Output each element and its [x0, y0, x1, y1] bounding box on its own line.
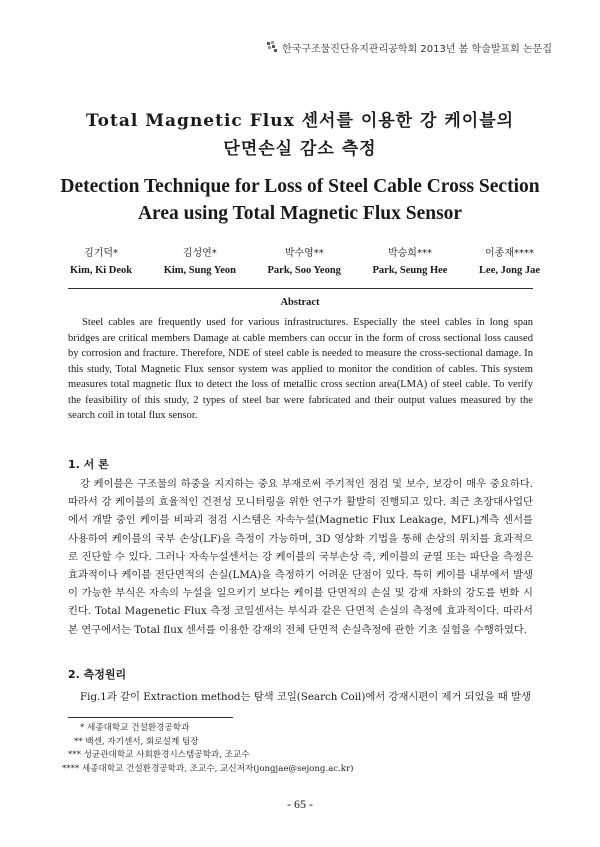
journal-name: 한국구조물진단유지관리공학회 2013년 봄 학술발표회 논문집 [281, 44, 552, 55]
footnote: **** 세종대학교 건설환경공학과, 조교수, 교신저자(jongjae@sejong.ac.kr) [62, 763, 354, 774]
author-korean-name: 김기덕* [84, 248, 119, 259]
author [70, 245, 132, 279]
english-title [0, 173, 600, 227]
introduction-text: 강 케이블은 구조물의 하중을 지지하는 중요 부재로써 주기적인 점검 및 보수, 보강이 매우 중요하다. 따라서 강 케이블의 효율적인 건전성 모니터링을 위한 연구가 활발히 진행되고 있다. 최근 초장대사업단에서 개발 중인 케이블 비파괴 점검 시스템은 자속누설(Magnetic Flux Leakage, MFL)계측 센서를 사용하여 케이블의 국부 손상(LF)을 측정이 가능하며, 3D 영상화 기법을 통해 손상의 위치를 효과적으로 진단할 수 있다. 그러나 자속누설센서는 강 케이블의 국부손상 즉, 케이블의 균열 또는 파단을 측정은 효과적이나 케이블 전단면적의 손실(LMA)을 측정하기 어려운 단점이 있다. 특히 케이블 내부에서 발생이 가능한 부식은 자속의 누설을 일으키기 보다는 케이블 단면적의 손실 및 강재 자화의 강도를 변화 시킨다. Total Magenetic Flux 측정 코일센서는 부식과 같은 단면적 손실의 측정에 효과적이다. 따라서 본 연구에서는 Total flux 센서를 이용한 강재의 전체 단면적 손실측정에 관한 기초 실험을 수행하였다. [68, 478, 533, 636]
section-heading-introduction: 1. 서 론 [68, 458, 109, 471]
author [164, 245, 236, 279]
author-english-name: Park, Soo Yeong [267, 265, 341, 276]
english-title-line1: Detection Technique for Loss of Steel Cable Cross Section [60, 176, 540, 197]
principle-text: Fig.1과 같이 Extraction method는 탐색 코일(Search Coil)에서 강재시편이 제거 되었을 때 발생 [80, 691, 531, 703]
author-korean-name: 박수영** [284, 248, 324, 259]
author [373, 245, 448, 279]
abstract-text: Steel cables are frequently used for various infrastructures. Especially the steel cables in long span bridges are critical members Damage at cable members can occur in the form of cross sectional loss caused by corrosion and fracture. Therefore, NDE of steel cable is needed to measure the cross-sectional damage. In this study, Total Magnetic Flux sensor system was applied to monitor the condition of cables. This system measures total magnetic flux to detect the loss of metallic cross section area(LMA) of steel cable. To verify the feasibility of this study, 2 types of steel bar were fabricated and their output values measured by the search coil in total flux sensor. [68, 317, 533, 421]
page-number: - 65 - [287, 797, 313, 811]
author-korean-name: 박승희*** [387, 248, 432, 259]
author-korean-name: 이종재**** [485, 248, 534, 259]
author [479, 245, 540, 279]
footnote: ** 백센, 자기센서, 회로설계 팀장 [74, 736, 199, 747]
abstract-heading: Abstract [280, 297, 320, 308]
korean-title-line1: Total Magnetic Flux 센서를 이용한 강 케이블의 [85, 111, 515, 131]
author-list [70, 245, 540, 279]
korean-title-line2: 단면손실 감소 측정 [223, 139, 377, 159]
english-title-line2: Area using Total Magnetic Flux Sensor [137, 203, 463, 224]
section-heading-principle: 2. 측정원리 [68, 668, 127, 681]
footnotes [62, 722, 353, 776]
divider [68, 288, 533, 289]
conference-logo-icon [267, 41, 278, 55]
author-english-name: Lee, Jong Jae [479, 265, 540, 276]
korean-title [0, 107, 600, 163]
footnote: * 세종대학교 건설환경공학과 [80, 723, 190, 733]
author-english-name: Kim, Ki Deok [70, 265, 133, 276]
author-english-name: Kim, Sung Yeon [163, 265, 236, 276]
author-korean-name: 김성연* [182, 248, 217, 259]
footnote: *** 성균관대학교 사회환경시스템공학과, 조교수 [68, 750, 250, 760]
journal-header [267, 40, 552, 55]
author-english-name: Park, Seung Hee [372, 265, 448, 276]
author [268, 245, 341, 279]
footnote-divider [68, 717, 233, 718]
